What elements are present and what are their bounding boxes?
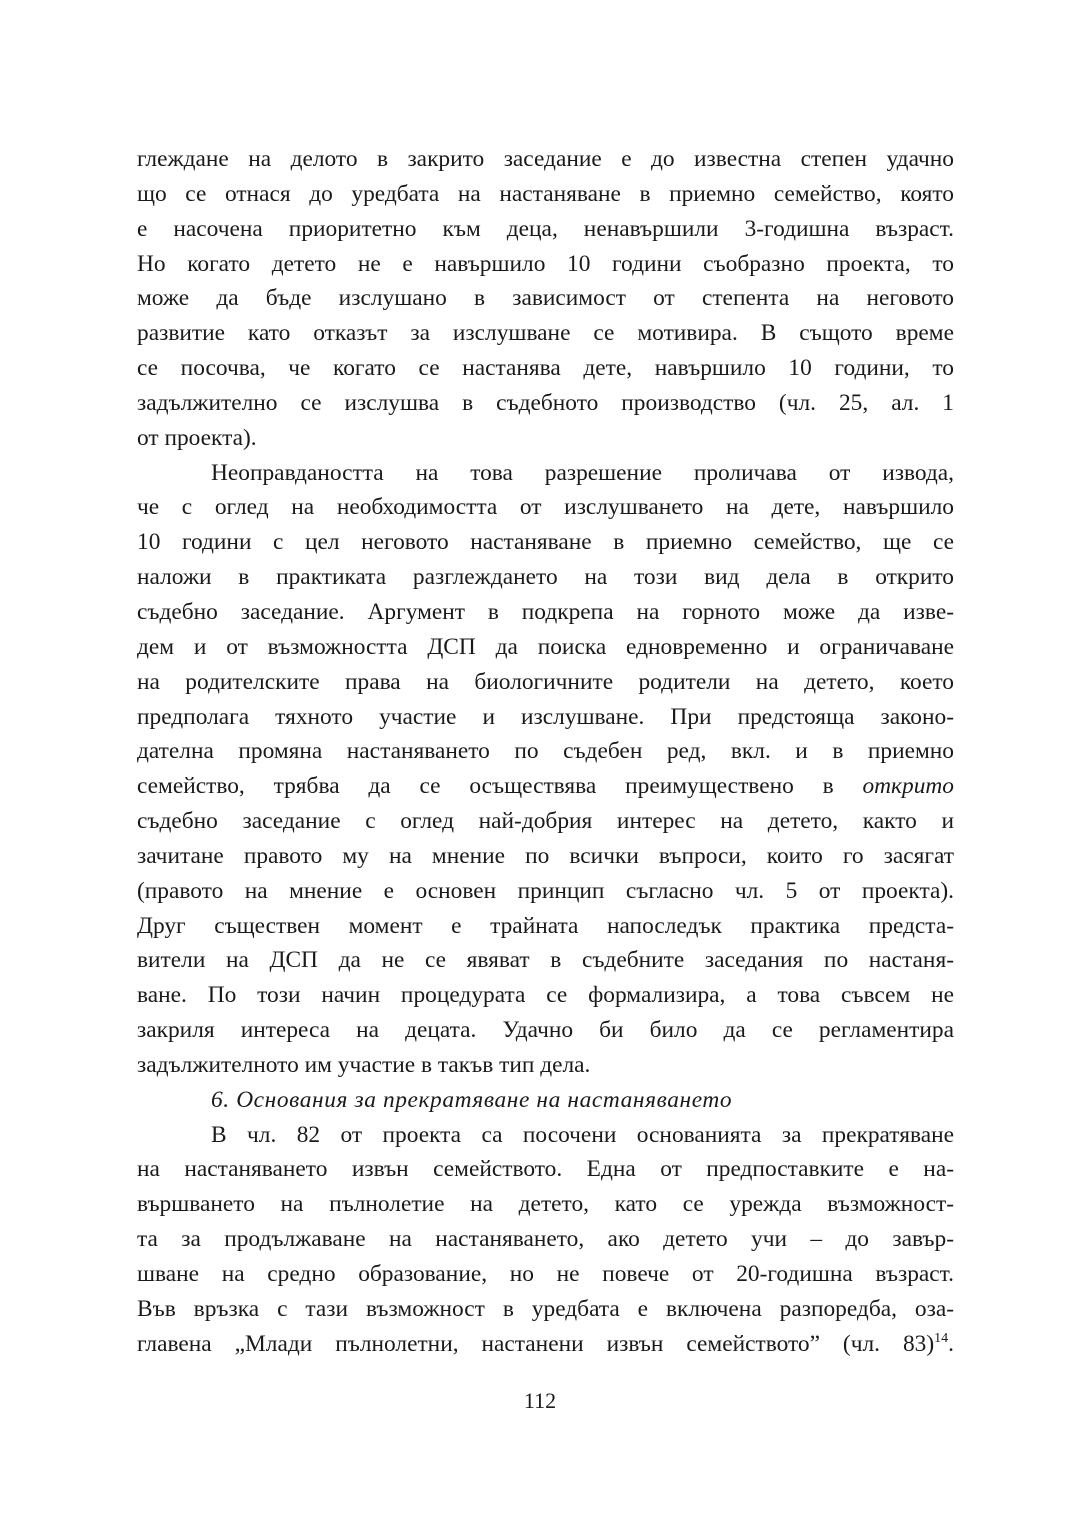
- text-line: че с оглед на необходимостта от изслушването на дете, навършило: [137, 494, 954, 521]
- text-line: от проекта).: [137, 424, 257, 451]
- text-line: съдебно заседание. Аргумент в подкрепа на горното може да изве-: [137, 598, 954, 625]
- text-line: що се отнася до уредбата на настаняване в приемно семейство, която: [137, 180, 954, 207]
- text-line: задължителното им участие в такъв тип дела.: [137, 1051, 591, 1078]
- text-line: Неоправдаността на това разрешение проличава от извода,: [211, 459, 954, 486]
- section-heading: 6. Основания за прекратяване на настаняването: [211, 1086, 733, 1113]
- text-line: зачитане правото му на мнение по всички въпроси, които го засягат: [137, 842, 954, 869]
- text-line: та за продължаване на настаняването, ако детето учи – до завър-: [137, 1226, 954, 1253]
- text-line: е насочена приоритетно към деца, ненавършили 3-годишна възраст.: [137, 215, 954, 242]
- text-line: предполага тяхното участие и изслушване. При предстояща законо-: [137, 703, 954, 730]
- text-line: развитие като отказът за изслушване се мотивира. В същото време: [137, 320, 954, 347]
- paragraph-3: [137, 1118, 954, 1362]
- text-line-with-footnote: [137, 1327, 954, 1362]
- text-line: В чл. 82 от проекта са посочени основанията за прекратяване: [211, 1121, 954, 1148]
- text-line: Но когато детето не е навършило 10 години съобразно проекта, то: [137, 250, 954, 277]
- text-line: Друг съществен момент е трайната напоследък практика предста-: [137, 912, 954, 939]
- page-body: [137, 142, 954, 1362]
- text-line: се посочва, че когато се настанява дете, навършило 10 години, то: [137, 355, 954, 382]
- text-line: закриля интереса на децата. Удачно би било да се регламентира: [137, 1017, 954, 1044]
- text-line-body: главена „Млади пълнолетни, настанени извън семейството” (чл. 83): [137, 1330, 935, 1357]
- text-line: задължително се изслушва в съдебното производство (чл. 25, ал. 1: [137, 389, 954, 416]
- text-line: шване на средно образование, но не повече от 20-годишна възраст.: [137, 1261, 954, 1287]
- footnote-ref[interactable]: 14: [934, 1330, 949, 1346]
- text-line: дем и от възможността ДСП да поиска едновременно и ограничаване: [137, 633, 954, 660]
- text-line: (правото на мнение е основен принцип съгласно чл. 5 от проекта).: [137, 877, 954, 904]
- text-line: на родителските права на биологичните родители на детето, което: [137, 668, 954, 695]
- final-punctuation: .: [948, 1330, 954, 1357]
- text-line: вители на ДСП да не се явяват в съдебните заседания по настаня-: [137, 947, 954, 974]
- text-line: 10 години с цел неговото настаняване в приемно семейство, ще се: [137, 529, 954, 556]
- emphasis-word: открито: [862, 773, 954, 800]
- text-line: дателна промяна настаняването по съдебен ред, вкл. и в приемно: [137, 738, 954, 765]
- text-line-start: семейство, трябва да се осъществява преимуществено в: [137, 773, 834, 800]
- text-line: на настаняването извън семейството. Една от предпоставките е на-: [137, 1156, 954, 1183]
- page-number: 112: [523, 1388, 557, 1413]
- text-line: наложи в практиката разглеждането на този вид дела в открито: [137, 564, 954, 591]
- text-line: ване. По този начин процедурата се формализира, а това съвсем не: [137, 982, 954, 1009]
- text-line: може да бъде изслушано в зависимост от степента на неговото: [137, 285, 954, 312]
- text-line: глеждане на делото в закрито заседание е до известна степен удачно: [137, 146, 954, 172]
- text-line: Във връзка с тази възможност в уредбата е включена разпоредба, оза-: [137, 1295, 954, 1322]
- paragraph-2: [137, 456, 954, 1083]
- text-line: съдебно заседание с оглед най-добрия интерес на детето, както и: [137, 808, 954, 835]
- paragraph-1: [137, 142, 954, 456]
- text-line: вършването на пълнолетие на детето, като се урежда възможност-: [137, 1191, 954, 1218]
- text-line-with-emphasis: [137, 769, 954, 804]
